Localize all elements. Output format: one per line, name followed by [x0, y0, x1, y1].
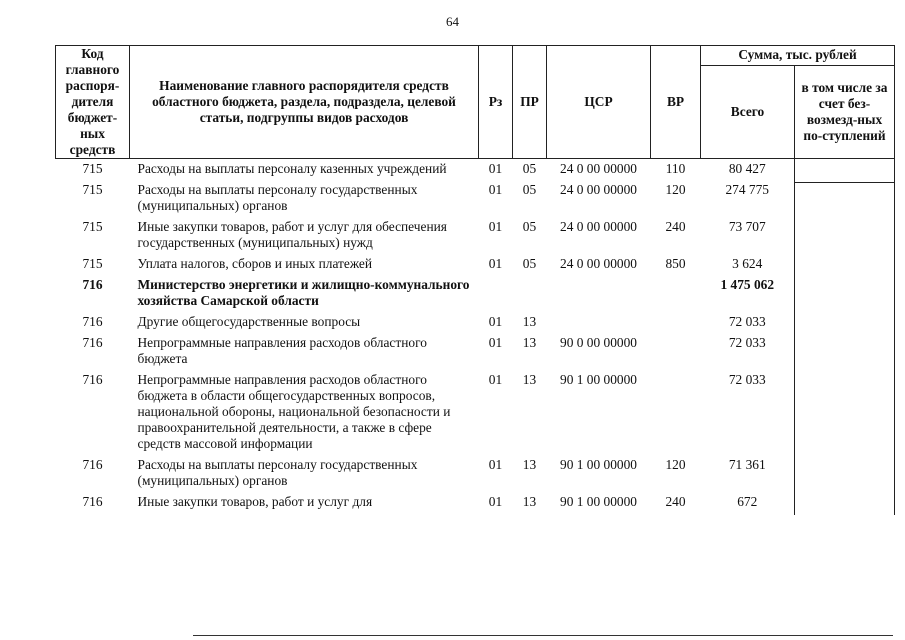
cell-pr: 05: [522, 256, 537, 271]
header-code: Код главного распоря-дителя бюджет-ных средств: [56, 46, 130, 159]
cell-csr: 90 0 00 00000: [560, 335, 637, 350]
cell-rz: [479, 277, 513, 314]
table-row: [56, 256, 895, 277]
table-row: [56, 277, 895, 314]
cell-extra: [795, 182, 895, 219]
cell-vr: 240: [665, 494, 686, 509]
header-csr: ЦСР: [547, 46, 651, 159]
cell-total: 72 033: [728, 314, 766, 329]
cell-rz: 01: [488, 314, 503, 329]
cell-total: 672: [737, 494, 758, 509]
cell-extra: [795, 314, 895, 335]
cell-vr: [651, 335, 701, 372]
cell-csr: [547, 277, 651, 314]
cell-extra: [795, 372, 895, 457]
page-number: 64: [446, 14, 459, 29]
table-row: [56, 335, 895, 372]
cell-total: 274 775: [725, 182, 770, 197]
cell-csr: 90 1 00 00000: [560, 372, 637, 387]
cell-pr: 13: [522, 314, 537, 329]
cell-rz: 01: [488, 161, 503, 176]
cell-extra: [795, 219, 895, 256]
table-header: [56, 46, 895, 159]
cell-total: 73 707: [728, 219, 766, 234]
cell-code: 716: [82, 314, 103, 329]
cell-total: 72 033: [728, 335, 766, 350]
cell-vr: [651, 277, 701, 314]
cell-code: 715: [82, 219, 103, 234]
cell-name: Непрограммные направления расходов областного бюджета: [137, 335, 427, 366]
cell-rz: 01: [488, 256, 503, 271]
cell-pr: [513, 277, 547, 314]
cell-csr: 24 0 00 00000: [560, 182, 637, 197]
cell-vr: 850: [665, 256, 686, 271]
table-row: [56, 457, 895, 494]
table-body: [56, 159, 895, 516]
cell-name: Расходы на выплаты персоналу казенных учреждений: [137, 161, 447, 176]
cell-name: Министерство энергетики и жилищно-коммунального хозяйства Самарской области: [137, 277, 470, 308]
cell-code: 716: [82, 372, 103, 387]
cell-pr: 05: [522, 161, 537, 176]
cell-csr: 24 0 00 00000: [560, 256, 637, 271]
cell-pr: 13: [522, 372, 537, 387]
table-row: [56, 314, 895, 335]
cell-extra: [795, 457, 895, 494]
budget-table: [55, 45, 895, 515]
table-row: [56, 159, 895, 183]
cell-vr: [651, 372, 701, 457]
cell-total: 71 361: [728, 457, 766, 472]
cell-csr: 90 1 00 00000: [560, 494, 637, 509]
cell-vr: 120: [665, 457, 686, 472]
cell-pr: 13: [522, 335, 537, 350]
cell-total: 3 624: [732, 256, 763, 271]
header-rz: Рз: [479, 46, 513, 159]
cell-code: 716: [82, 277, 103, 292]
cell-rz: 01: [488, 457, 503, 472]
header-extra: в том числе за счет без-возмезд-ных по-ступлений: [795, 65, 895, 158]
cell-rz: 01: [488, 219, 503, 234]
cell-extra: [795, 277, 895, 314]
cell-vr: 120: [665, 182, 686, 197]
cell-pr: 05: [522, 182, 537, 197]
cell-name: Другие общегосударственные вопросы: [137, 314, 361, 329]
cell-pr: 13: [522, 457, 537, 472]
cell-code: 715: [82, 182, 103, 197]
header-pr: ПР: [513, 46, 547, 159]
table-row: [56, 182, 895, 219]
header-vr: ВР: [651, 46, 701, 159]
header-sum: Сумма, тыс. рублей: [701, 46, 895, 66]
cell-extra: [795, 159, 895, 183]
cell-name: Расходы на выплаты персоналу государственных (муниципальных) органов: [137, 182, 418, 213]
header-total: Всего: [701, 65, 795, 158]
cell-extra: [795, 256, 895, 277]
cell-total: 72 033: [728, 372, 766, 387]
cell-rz: 01: [488, 372, 503, 387]
footer-divider: [193, 635, 893, 636]
cell-total: 80 427: [728, 161, 766, 176]
cell-csr: 90 1 00 00000: [560, 457, 637, 472]
table-row: [56, 494, 895, 515]
cell-extra: [795, 494, 895, 515]
cell-csr: 24 0 00 00000: [560, 161, 637, 176]
header-name: Наименование главного распорядителя средств областного бюджета, раздела, подраздела, целевой статьи, подгруппы видов расходов: [130, 46, 479, 159]
cell-extra: [795, 335, 895, 372]
cell-csr: 24 0 00 00000: [560, 219, 637, 234]
cell-vr: [651, 314, 701, 335]
cell-pr: 13: [522, 494, 537, 509]
cell-code: 716: [82, 457, 103, 472]
cell-code: 716: [82, 335, 103, 350]
cell-name: Уплата налогов, сборов и иных платежей: [137, 256, 373, 271]
cell-rz: 01: [488, 335, 503, 350]
cell-pr: 05: [522, 219, 537, 234]
cell-csr: [547, 314, 651, 335]
table-row: [56, 372, 895, 457]
cell-vr: 110: [665, 161, 686, 176]
table-row: [56, 219, 895, 256]
cell-code: 715: [82, 161, 103, 176]
cell-name: Непрограммные направления расходов областного бюджета в области общегосударственных вопросов, национальной обороны, национальной безопасности и правоохранительной деятельности, а также в сфере средств массовой информации: [137, 372, 451, 451]
cell-name: Расходы на выплаты персоналу государственных (муниципальных) органов: [137, 457, 418, 488]
cell-vr: 240: [665, 219, 686, 234]
cell-rz: 01: [488, 182, 503, 197]
cell-total: 1 475 062: [720, 277, 775, 292]
cell-name: Иные закупки товаров, работ и услуг для: [137, 494, 373, 509]
cell-code: 715: [82, 256, 103, 271]
cell-rz: 01: [488, 494, 503, 509]
cell-code: 716: [82, 494, 103, 509]
cell-name: Иные закупки товаров, работ и услуг для обеспечения государственных (муниципальных) нужд: [137, 219, 447, 250]
